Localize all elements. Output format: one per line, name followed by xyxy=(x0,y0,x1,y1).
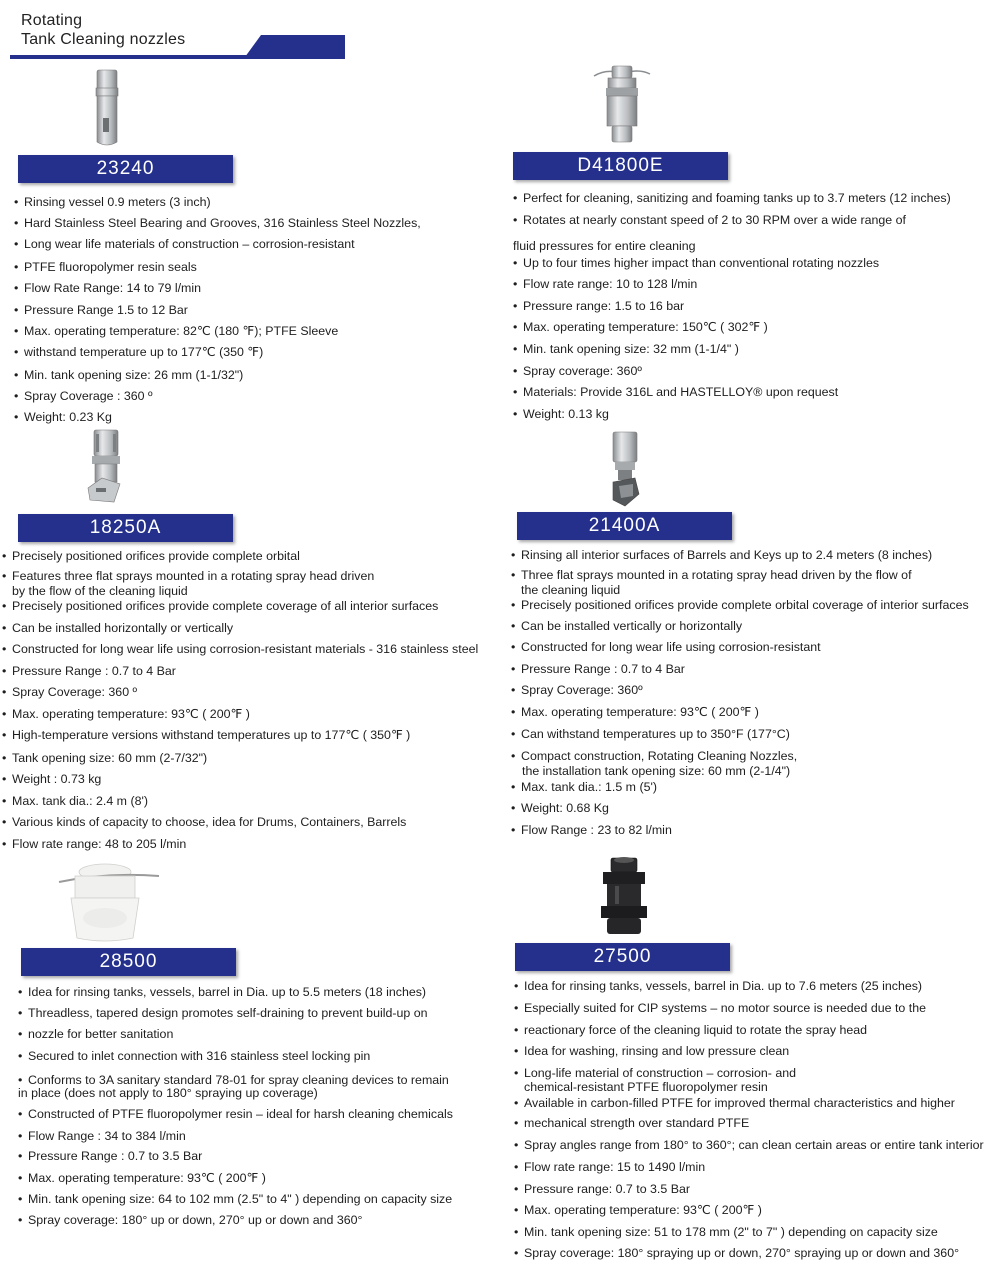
list-item: • Pressure Range 1.5 to 12 Bar xyxy=(14,303,188,317)
list-item: • Weight: 0.68 Kg xyxy=(511,801,609,815)
list-item: fluid pressures for entire cleaning xyxy=(513,239,696,253)
model-name: D41800E xyxy=(577,155,664,176)
list-item: • Precisely positioned orifices provide complete orbital xyxy=(2,549,300,563)
model-label-28500 xyxy=(21,948,236,976)
list-item: • Spray coverage: 180° spraying up or down, 270° spraying up or down and 360° xyxy=(514,1246,960,1260)
list-item: chemical-resistant PTFE fluoropolymer resin xyxy=(524,1080,768,1094)
list-item: • Can withstand temperatures up to 350°F (177°C) xyxy=(511,727,790,741)
list-item: in place (does not apply to 180° spraying up coverage) xyxy=(18,1086,318,1100)
nozzle-d41800e-image xyxy=(588,64,656,146)
list-item: • Max. tank dia.: 1.5 m (5') xyxy=(511,780,657,794)
list-item: by the flow of the cleaning liquid xyxy=(12,584,188,598)
list-item: • Flow Rate Range: 14 to 79 l/min xyxy=(14,281,202,295)
list-item: • Pressure Range : 0.7 to 3.5 Bar xyxy=(18,1149,203,1163)
list-item: • Weight : 0.73 kg xyxy=(2,772,102,786)
list-item: • Constructed for long wear life using corrosion-resistant xyxy=(511,640,821,654)
model-name: 28500 xyxy=(99,951,158,972)
list-item: • Hard Stainless Steel Bearing and Grooves, 316 Stainless Steel Nozzles, xyxy=(14,216,421,230)
header-title-line2: Tank Cleaning nozzles xyxy=(21,31,186,48)
list-item: • Flow Range : 34 to 384 l/min xyxy=(18,1129,186,1143)
model-label-23240 xyxy=(18,155,233,183)
list-item: • Spray Coverage: 360º xyxy=(511,683,643,697)
nozzle-28500-image xyxy=(55,858,165,944)
list-item: • Features three flat sprays mounted in a rotating spray head driven xyxy=(2,569,375,583)
list-item: • Max. operating temperature: 93℃ ( 200℉ ) xyxy=(18,1171,266,1185)
list-item: • Compact construction, Rotating Cleaning Nozzles, xyxy=(511,749,798,763)
list-item: • Can be installed horizontally or vertically xyxy=(2,621,234,635)
list-item: the cleaning liquid xyxy=(521,583,621,597)
list-item: • Idea for rinsing tanks, vessels, barrel in Dia. up to 7.6 meters (25 inches) xyxy=(514,979,923,993)
nozzle-21400a-image xyxy=(605,430,645,510)
list-item: • Spray Coverage : 360 º xyxy=(14,389,153,403)
list-item: • Spray angles range from 180° to 360°; can clean certain areas or entire tank interior xyxy=(514,1138,984,1152)
list-item: • Available in carbon-filled PTFE for improved thermal characteristics and higher xyxy=(514,1096,955,1110)
list-item: • High-temperature versions withstand temperatures up to 177℃ ( 350℉ ) xyxy=(2,728,411,742)
list-item: • withstand temperature up to 177℃ (350 ℉) xyxy=(14,345,264,359)
list-item: • Min. tank opening size: 64 to 102 mm (2.5" to 4" ) depending on capacity size xyxy=(18,1192,453,1206)
list-item: • Weight: 0.23 Kg xyxy=(14,410,112,424)
list-item: • Especially suited for CIP systems – no motor source is needed due to the xyxy=(514,1001,926,1015)
list-item: • Precisely positioned orifices provide complete coverage of all interior surfaces xyxy=(2,599,439,613)
list-item: • Secured to inlet connection with 316 stainless steel locking pin xyxy=(18,1049,371,1063)
list-item: • reactionary force of the cleaning liquid to rotate the spray head xyxy=(514,1023,868,1037)
list-item: • Pressure Range : 0.7 to 4 Bar xyxy=(2,664,176,678)
page-header xyxy=(0,0,360,62)
list-item: • Pressure Range : 0.7 to 4 Bar xyxy=(511,662,685,676)
list-item: • Three flat sprays mounted in a rotating spray head driven by the flow of xyxy=(511,568,912,582)
list-item: • Min. tank opening size: 51 to 178 mm (2" to 7" ) depending on capacity size xyxy=(514,1225,938,1239)
list-item: • Weight: 0.13 kg xyxy=(513,407,609,421)
header-title-line1: Rotating xyxy=(21,12,83,29)
list-item: • PTFE fluoropolymer resin seals xyxy=(14,260,197,274)
list-item: • Idea for rinsing tanks, vessels, barrel in Dia. up to 5.5 meters (18 inches) xyxy=(18,985,427,999)
list-item: • Max. tank dia.: 2.4 m (8') xyxy=(2,794,148,808)
list-item: • Tank opening size: 60 mm (2-7/32") xyxy=(2,751,208,765)
list-item: • Max. operating temperature: 82℃ (180 ℉); PTFE Sleeve xyxy=(14,324,339,338)
list-item: • Max. operating temperature: 93℃ ( 200℉ ) xyxy=(2,707,250,721)
list-item: • Min. tank opening size: 32 mm (1-1/4" ) xyxy=(513,342,739,356)
list-item: the installation tank opening size: 60 mm (2-1/4") xyxy=(522,764,791,778)
list-item: • Long-life material of construction – corrosion- and xyxy=(514,1066,797,1080)
list-item: • Rinsing vessel 0.9 meters (3 inch) xyxy=(14,195,211,209)
list-item: • Precisely positioned orifices provide complete orbital coverage of interior surfaces xyxy=(511,598,969,612)
list-item: • mechanical strength over standard PTFE xyxy=(514,1116,750,1130)
list-item: • Constructed for long wear life using corrosion-resistant materials - 316 stainless steel xyxy=(2,642,479,656)
model-name: 27500 xyxy=(593,946,652,967)
list-item: • Min. tank opening size: 26 mm (1-1/32") xyxy=(14,368,244,382)
list-item: • Can be installed vertically or horizontally xyxy=(511,619,743,633)
list-item: • Pressure range: 1.5 to 16 bar xyxy=(513,299,685,313)
list-item: • Pressure range: 0.7 to 3.5 Bar xyxy=(514,1182,690,1196)
list-item: • Flow rate range: 15 to 1490 l/min xyxy=(514,1160,706,1174)
list-item: • Flow rate range: 48 to 205 l/min xyxy=(2,837,187,851)
model-name: 23240 xyxy=(96,158,155,179)
model-name: 18250A xyxy=(89,517,162,538)
list-item: • Max. operating temperature: 150℃ ( 302℉ ) xyxy=(513,320,768,334)
nozzle-18250a-image xyxy=(82,428,130,508)
model-label-27500 xyxy=(515,943,730,971)
list-item: • Idea for washing, rinsing and low pressure clean xyxy=(514,1044,790,1058)
model-label-21400a xyxy=(517,512,732,540)
list-item: • Constructed of PTFE fluoropolymer resin – ideal for harsh cleaning chemicals xyxy=(18,1107,453,1121)
list-item: • Long wear life materials of construction – corrosion-resistant xyxy=(14,237,355,251)
list-item: • nozzle for better sanitation xyxy=(18,1027,174,1041)
nozzle-23240-image xyxy=(88,68,128,150)
list-item: • Rotates at nearly constant speed of 2 to 30 RPM over a wide range of xyxy=(513,213,906,227)
list-item: • Rinsing all interior surfaces of Barrels and Keys up to 2.4 meters (8 inches) xyxy=(511,548,933,562)
list-item: • Materials: Provide 316L and HASTELLOY® upon request xyxy=(513,385,839,399)
list-item: • Various kinds of capacity to choose, idea for Drums, Containers, Barrels xyxy=(2,815,407,829)
list-item: • Conforms to 3A sanitary standard 78-01 for spray cleaning devices to remain xyxy=(18,1073,449,1087)
list-item: • Max. operating temperature: 93℃ ( 200℉ ) xyxy=(511,705,759,719)
nozzle-27500-image xyxy=(593,856,655,938)
list-item: • Up to four times higher impact than conventional rotating nozzles xyxy=(513,256,880,270)
list-item: • Flow Range : 23 to 82 l/min xyxy=(511,823,672,837)
model-label-d41800e xyxy=(513,152,728,180)
model-name: 21400A xyxy=(588,515,661,536)
model-label-18250a xyxy=(18,514,233,542)
list-item: • Spray Coverage: 360 º xyxy=(2,685,138,699)
list-item: • Spray coverage: 360º xyxy=(513,364,642,378)
list-item: • Flow rate range: 10 to 128 l/min xyxy=(513,277,698,291)
list-item: • Spray coverage: 180° up or down, 270° up or down and 360° xyxy=(18,1213,363,1227)
list-item: • Threadless, tapered design promotes self-draining to prevent build-up on xyxy=(18,1006,428,1020)
header-accent-tab xyxy=(245,35,345,57)
list-item: • Perfect for cleaning, sanitizing and foaming tanks up to 3.7 meters (12 inches) xyxy=(513,191,951,205)
list-item: • Max. operating temperature: 93℃ ( 200℉ ) xyxy=(514,1203,762,1217)
